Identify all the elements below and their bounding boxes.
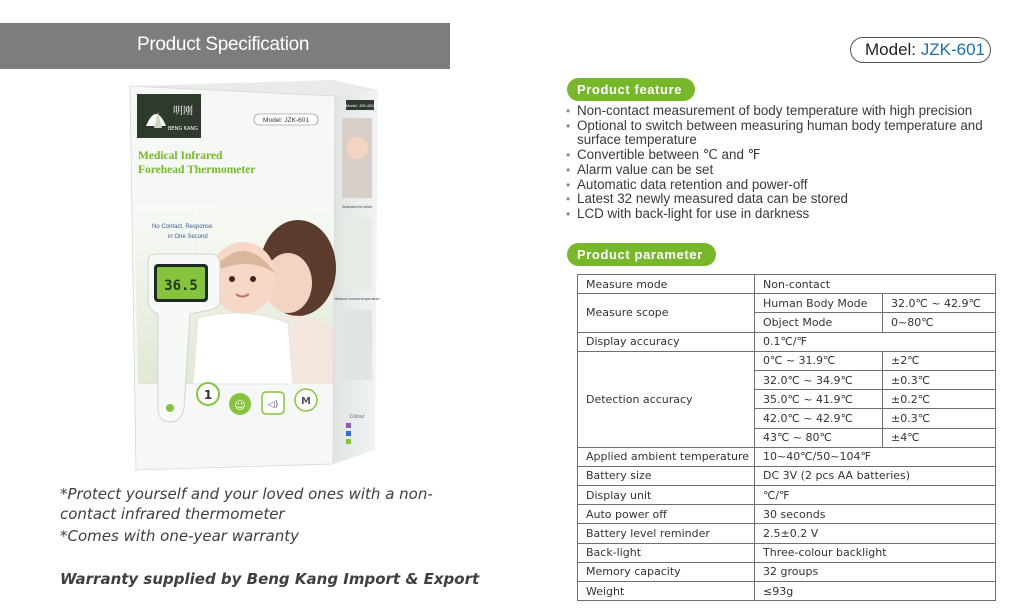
box-model-tag: Model: JZK-601 [263,117,309,124]
parameter-table [577,274,996,601]
param-value: ±0.2℃ [883,390,996,409]
param-name: Auto power off [578,505,755,524]
box-title-line1: Medical Infrared [138,150,223,162]
feature-item: • Optional to switch between measuring human body temperature and surface temperature [566,117,983,148]
param-name: Battery level reminder [578,524,755,543]
caption-warranty-period: *Comes with one-year warranty [60,527,299,545]
feature-item: • LCD with back-light for use in darkness [566,205,810,221]
param-name: Display accuracy [578,332,755,351]
param-name: Measure scope [578,294,755,332]
param-value: Three-colour backlight [755,543,996,562]
param-value: ±0.3℃ [883,409,996,428]
bullet-icon: • [566,104,571,118]
caption-warranty-supplier: Warranty supplied by Beng Kang Import & Export [60,570,480,588]
table-row [578,582,996,601]
bullet-icon: • [566,148,571,163]
table-row [578,447,996,466]
param-name: Display unit [578,486,755,505]
side-model-tag: Model: JZK-601 [345,103,375,108]
colour-label: Colour [349,414,365,420]
param-value: DC 3V (2 pcs AA batteries) [755,466,996,485]
box-slogan-line2: in One Second [168,234,208,240]
feature-item: • Alarm value can be set [566,161,714,177]
feature-icon-2 [229,393,251,415]
table-row [578,505,996,524]
feature-item: • Convertible between ℃ and ℉ [566,147,761,163]
param-value: 32 groups [755,562,996,581]
feature-item: • Latest 32 newly measured data can be stored [566,191,848,207]
banner-title: Product Specification [137,34,310,55]
param-subname: Object Mode [755,313,883,332]
model-label: Model: [865,40,917,59]
feature-item: • Automatic data retention and power-off [566,176,808,192]
feature-icon-1 [197,383,219,405]
param-value: ±0.3℃ [883,370,996,389]
side-caption-2: Measure human temperature [334,297,380,301]
bullet-icon: • [566,192,571,207]
param-value: 32.0℃ ~ 42.9℃ [883,294,996,313]
table-row [578,466,996,485]
table-row [578,351,996,370]
param-value: ℃/℉ [755,486,996,505]
box-title-line2: Forehead Thermometer [138,164,256,176]
model-value: JZK-601 [920,40,986,59]
bullet-icon: • [566,162,571,177]
svg-text:◁): ◁) [267,400,279,410]
svg-text:M: M [301,396,311,407]
param-value: 0.1℃/℉ [755,332,996,351]
table-row [578,562,996,581]
box-slogan-line1: No Contact, Response [152,224,213,230]
param-value: 2.5±0.2 V [755,524,996,543]
table-row [578,294,996,313]
param-name: Battery size [578,466,755,485]
product-feature-heading: Product feature [567,78,695,101]
param-range: 42.0℃ ~ 42.9℃ [755,409,883,428]
brand-en: BENG KANG [167,126,199,132]
side-caption-1: Dedicated for infant [341,205,373,209]
param-name: Back-light [578,543,755,562]
svg-text:1: 1 [203,388,213,402]
model-badge [850,37,991,63]
product-box-image [128,78,380,471]
bullet-icon: • [566,118,571,133]
param-value: Non-contact [755,275,996,294]
param-value: 10~40℃/50~104℉ [755,447,996,466]
param-range: 43℃ ~ 80℃ [755,428,883,447]
svg-text:☺: ☺ [234,399,246,412]
param-name: Memory capacity [578,562,755,581]
param-range: 32.0℃ ~ 34.9℃ [755,370,883,389]
bullet-icon: • [566,177,571,192]
table-row [578,332,996,351]
param-name: Weight [578,582,755,601]
feature-icon-4 [295,389,317,411]
param-range: 35.0℃ ~ 41.9℃ [755,390,883,409]
spec-banner [0,23,450,69]
screen-reading: 36.5 [164,278,198,294]
bullet-icon: • [566,206,571,221]
table-row [578,524,996,543]
table-row [578,543,996,562]
param-value: 30 seconds [755,505,996,524]
param-name: Detection accuracy [578,351,755,447]
feature-icon-3 [262,392,284,414]
param-value: ±2℃ [883,351,996,370]
param-value: 0~80℃ [883,313,996,332]
param-range: 0℃ ~ 31.9℃ [755,351,883,370]
param-name: Measure mode [578,275,755,294]
param-subname: Human Body Mode [755,294,883,313]
feature-list [565,104,1015,222]
param-value: ±4℃ [883,428,996,447]
caption-protect: *Protect yourself and your loved ones with a non-contact infrared thermometer [60,485,433,523]
param-name: Applied ambient temperature [578,447,755,466]
table-row [578,275,996,294]
param-value: ≤93g [755,582,996,601]
brand-cn: 明刚 [173,106,193,117]
table-row [578,486,996,505]
product-parameter-heading: Product parameter [567,243,716,266]
feature-item: • Non-contact measurement of body temperature with high precision [566,103,973,118]
